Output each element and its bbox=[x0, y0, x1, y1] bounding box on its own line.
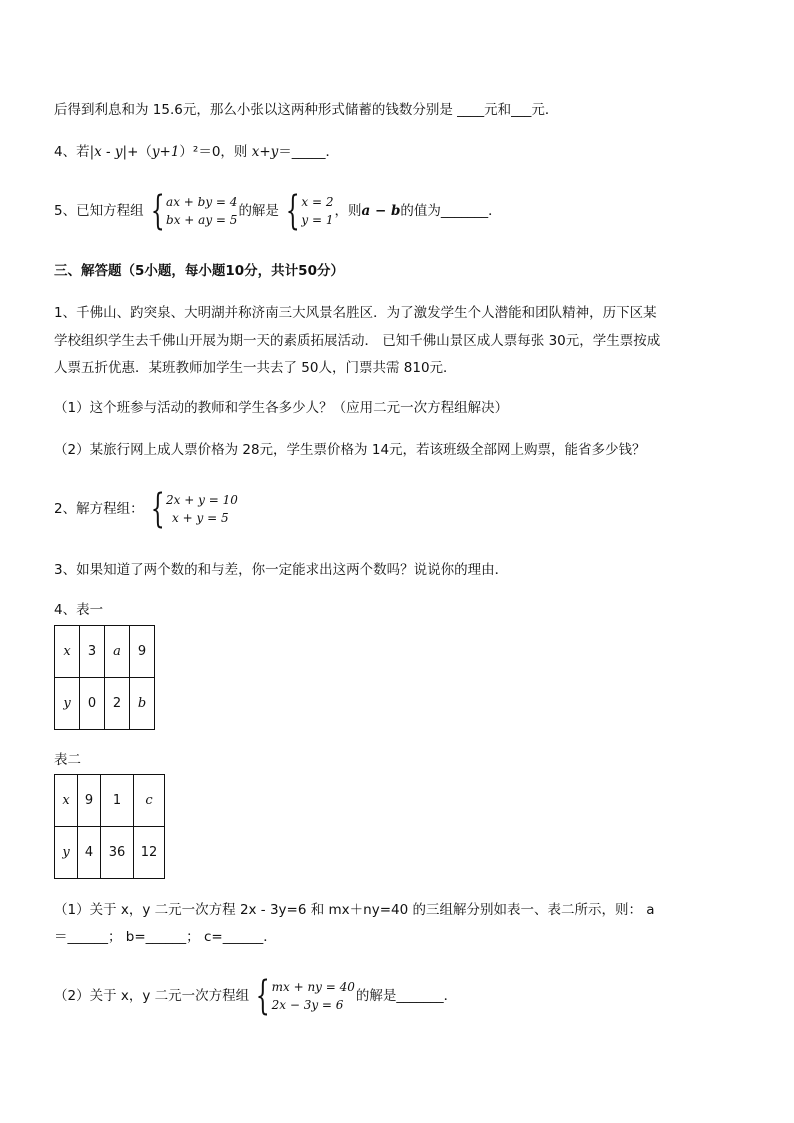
q4-tail: ＝_____． bbox=[278, 144, 340, 160]
q5-tail: 的值为_______． bbox=[400, 203, 502, 219]
q5-sol2: y = 1 bbox=[301, 213, 334, 227]
q5-after: ，则 bbox=[334, 203, 362, 219]
problem-1-line-1: 1、千佛山、趵突泉、大明湖并称济南三大风景名胜区．为了激发学生个人潜能和团队精神，历下区某 bbox=[54, 305, 657, 321]
q5-solution bbox=[280, 188, 334, 234]
table-cell: b bbox=[130, 678, 155, 730]
brace-icon: { bbox=[150, 188, 165, 234]
table-cell: 2 bbox=[105, 678, 130, 730]
table-cell: 12 bbox=[134, 827, 165, 879]
table-cell: 9 bbox=[78, 775, 101, 827]
table-cell: y bbox=[55, 678, 80, 730]
brace-icon: { bbox=[285, 188, 300, 234]
section-3-heading: 三、解答题（5小题，每小题10分，共计50分） bbox=[54, 263, 344, 279]
q5-system bbox=[145, 188, 238, 234]
question-2-tail: 后得到利息和为 15.6元，那么小张以这两种形式储蓄的钱数分别是 ____元和___元． bbox=[54, 102, 559, 118]
q4-y1: y+1 bbox=[151, 144, 180, 160]
question-4 bbox=[54, 141, 339, 163]
p4-sub2-label: （2）关于 x，y 二元一次方程组 bbox=[54, 988, 250, 1004]
table-cell: y bbox=[55, 827, 78, 879]
table-cell: 9 bbox=[130, 626, 155, 678]
table-cell: 1 bbox=[101, 775, 134, 827]
problem-2 bbox=[54, 486, 239, 532]
problem-3: 3、如果知道了两个数的和与差，你一定能求出这两个数吗？说说你的理由． bbox=[54, 562, 509, 578]
table-cell: 0 bbox=[80, 678, 105, 730]
brace-icon: { bbox=[255, 973, 270, 1019]
question-5 bbox=[54, 188, 502, 234]
problem-2-system bbox=[145, 486, 238, 532]
q4-square: ）²＝0，则 bbox=[179, 144, 252, 160]
p2-eq2: x + y = 5 bbox=[172, 511, 229, 525]
problem-1-line-3: 人票五折优惠．某班教师加学生一共去了 50人，门票共需 810元． bbox=[54, 360, 457, 376]
table-1-label: 4、表一 bbox=[54, 602, 104, 618]
q5-mid: 的解是 bbox=[238, 203, 279, 219]
problem-4-sub-2 bbox=[54, 973, 458, 1019]
q4-abs: |x - y| bbox=[89, 144, 128, 160]
problem-2-label: 2、解方程组： bbox=[54, 501, 144, 517]
q5-sol1: x = 2 bbox=[301, 195, 334, 209]
table-1 bbox=[54, 625, 155, 730]
q5-expr: a − b bbox=[361, 203, 401, 219]
table-cell: 3 bbox=[80, 626, 105, 678]
table-cell: a bbox=[105, 626, 130, 678]
table-cell: 4 bbox=[78, 827, 101, 879]
brace-icon: { bbox=[150, 486, 165, 532]
q5-eq2: bx + ay = 5 bbox=[166, 213, 238, 227]
p4-sub2-system bbox=[250, 973, 355, 1019]
problem-1-sub-1: （1）这个班参与活动的教师和学生各多少人？（应用二元一次方程组解决） bbox=[54, 400, 509, 416]
q4-xy: x+y bbox=[251, 144, 279, 160]
p4-sub2-eq2: 2x − 3y = 6 bbox=[271, 998, 344, 1012]
p4-sub2-eq1: mx + ny = 40 bbox=[271, 980, 355, 994]
table-2-label: 表二 bbox=[54, 752, 81, 768]
q4-number: 4、若 bbox=[54, 144, 90, 160]
q5-number: 5、已知方程组 bbox=[54, 203, 144, 219]
table-cell: 36 bbox=[101, 827, 134, 879]
q5-eq1: ax + by = 4 bbox=[166, 195, 238, 209]
problem-4-sub-1-line-2: ＝______； b=______； c=______． bbox=[54, 929, 277, 945]
table-cell: x bbox=[55, 626, 80, 678]
problem-1-sub-2: （2）某旅行网上成人票价格为 28元，学生票价格为 14元，若该班级全部网上购票，能省多少钱？ bbox=[54, 442, 646, 458]
table-cell: x bbox=[55, 775, 78, 827]
problem-1-line-2: 学校组织学生去千佛山开展为期一天的素质拓展活动． 已知千佛山景区成人票每张 30元，学生票按成 bbox=[54, 333, 661, 349]
p2-eq1: 2x + y = 10 bbox=[166, 493, 238, 507]
problem-4-sub-1-line-1: （1）关于 x，y 二元一次方程 2x - 3y=6 和 mx＋ny=40 的三组解分别如表一、表二所示，则： a bbox=[54, 902, 655, 918]
table-cell: c bbox=[134, 775, 165, 827]
p4-sub2-tail: 的解是_______． bbox=[355, 988, 458, 1004]
q4-plus: +（ bbox=[127, 144, 152, 160]
table-2 bbox=[54, 774, 165, 879]
